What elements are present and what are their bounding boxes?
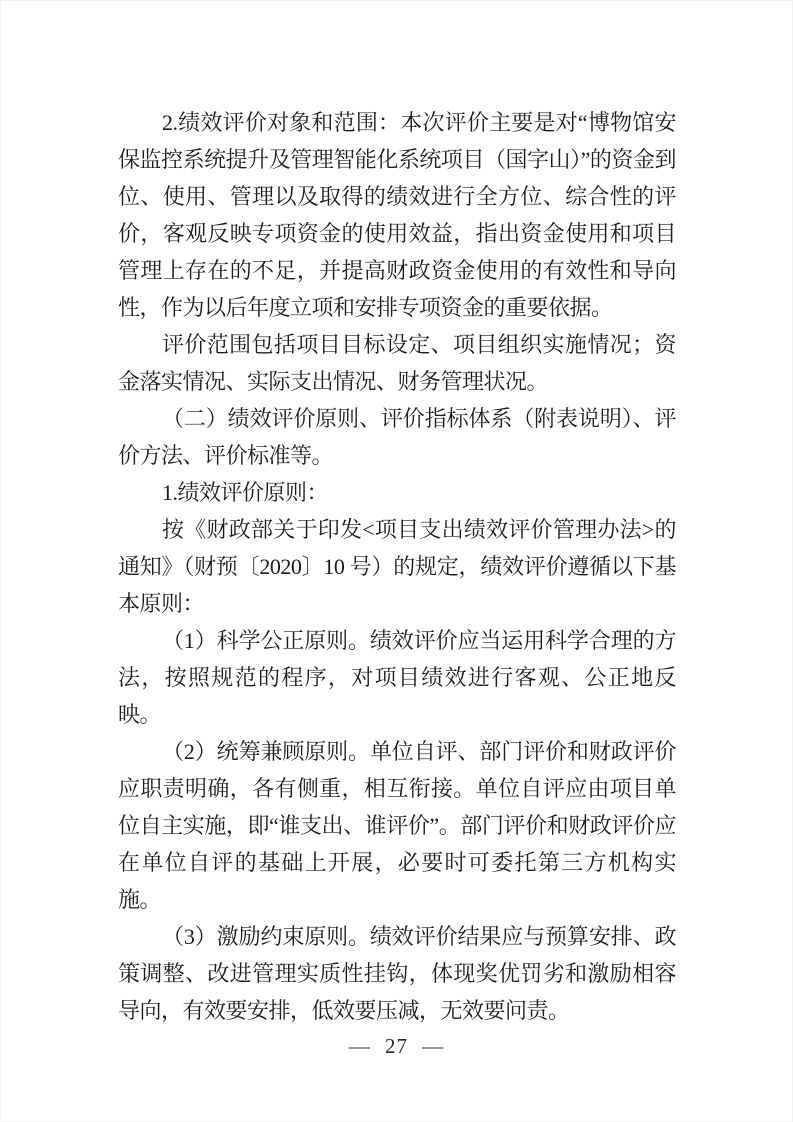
paragraph-section-two-heading: （二）绩效评价原则、评价指标体系（附表说明）、评价方法、评价标准等。	[118, 406, 676, 468]
paragraph-evaluation-scope-detail: 评价范围包括项目目标设定、项目组织实施情况；资金落实情况、实际支出情况、财务管理状况。	[118, 332, 676, 394]
document-body	[118, 104, 676, 1029]
paragraph-principle-1-scientific-fairness: （1）科学公正原则。绩效评价应当运用科学合理的方法，按照规范的程序，对项目绩效进行客观、公正地反映。	[118, 628, 676, 727]
paragraph-regulation-basis: 按《财政部关于印发<项目支出绩效评价管理办法>的通知》（财预〔2020〕10 号）的规定，绩效评价遵循以下基本原则：	[118, 517, 676, 616]
paragraph-principle-3-incentive-constraint: （3）激励约束原则。绩效评价结果应与预算安排、政策调整、改进管理实质性挂钩，体现奖优罚劣和激励相容导向，有效要安排，低效要压减，无效要问责。	[118, 924, 676, 1023]
paragraph-evaluation-object-and-scope: 2.绩效评价对象和范围：本次评价主要是对“博物馆安保监控系统提升及管理智能化系统项目（国字山）”的资金到位、使用、管理以及取得的绩效进行全方位、综合性的评价，客观反映专项资金的使用效益，指出资金使用和项目管理上存在的不足，并提高财政资金使用的有效性和导向性，作为以后年度立项和安排专项资金的重要依据。	[118, 110, 676, 320]
paragraph-principles-heading: 1.绩效评价原则：	[162, 480, 329, 505]
page-number: — 27 —	[348, 1034, 445, 1058]
paragraph-principle-2-overall-coordination: （2）统筹兼顾原则。单位自评、部门评价和财政评价应职责明确，各有侧重，相互衔接。单位自评应由项目单位自主实施，即“谁支出、谁评价”。部门评价和财政评价应在单位自评的基础上开展，必要时可委托第三方机构实施。	[118, 739, 676, 912]
